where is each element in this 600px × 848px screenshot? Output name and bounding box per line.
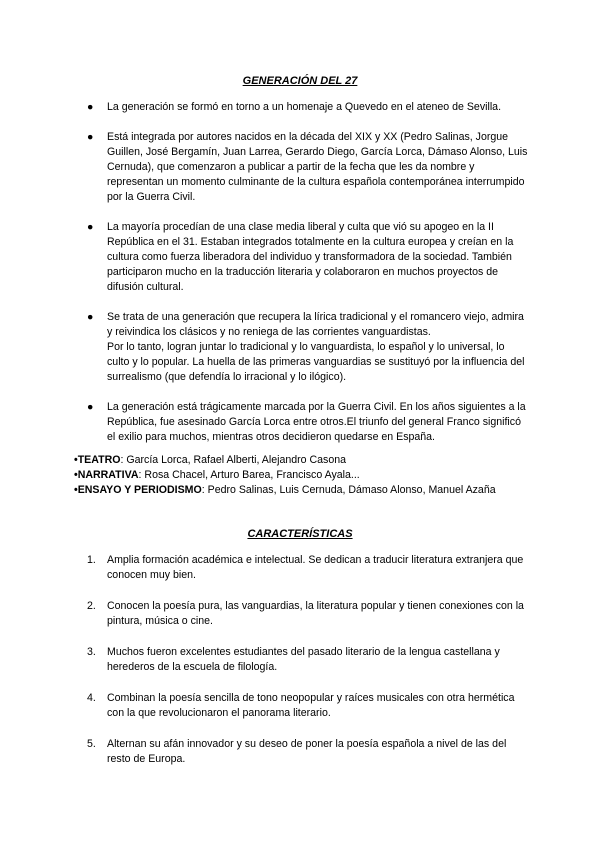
bullet-item <box>87 310 529 385</box>
bullet-text: La mayoría procedían de una clase media liberal y culta que vió su apogeo en la II República en el 31. Estaban integrados totalmente en la cultura europea y creían en la cultura como fuerza liberadora del individuo y transformadora de la sociedad. También participaron mucho en la traducción literaria y colaboraron en muchos proyectos de difusión cultural. <box>107 221 514 293</box>
item-number: 1. <box>87 554 96 566</box>
item-number: 5. <box>87 738 96 750</box>
item-number: 3. <box>87 646 96 658</box>
list-item <box>87 737 529 767</box>
item-number: 4. <box>87 692 96 704</box>
genre-authors: : Pedro Salinas, Luis Cernuda, Dámaso Alonso, Manuel Azaña <box>201 484 496 496</box>
bullet-text-continued: Por lo tanto, logran juntar lo tradicional y lo vanguardista, lo español y lo universal, lo culto y lo popular. La huella de las primeras vanguardias se sustituyó por la influencia del surrealismo (que defendía lo irracional y lo ilógico). <box>107 341 525 383</box>
bullet-icon: ● <box>87 311 94 323</box>
bullet-item <box>87 130 529 205</box>
section-title-caracteristicas: CARACTERÍSTICAS <box>247 528 353 540</box>
item-text: Conocen la poesía pura, las vanguardias, la literatura popular y tienen conexiones con la pintura, música o cine. <box>107 600 524 627</box>
bullet-item <box>87 400 529 445</box>
bullet-icon: ● <box>87 221 94 233</box>
genre-authors: : Rosa Chacel, Arturo Barea, Francisco Ayala... <box>138 469 360 481</box>
bullet-text: Se trata de una generación que recupera la lírica tradicional y el romancero viejo, admira y reivindica los clásicos y no reniega de las corrientes vanguardistas. <box>107 311 524 338</box>
numbered-list <box>87 553 529 783</box>
bullet-text: La generación está trágicamente marcada por la Guerra Civil. En los años siguientes a la República, fue asesinado García Lorca entre otros.El triunfo del general Franco significó el exilio para muchos, mientras otros decidieron quedarse en España. <box>107 401 526 443</box>
bullet-item <box>87 220 529 295</box>
genre-label: •TEATRO <box>74 454 121 466</box>
genre-line-teatro <box>74 453 554 468</box>
bullet-icon: ● <box>87 131 94 143</box>
item-number: 2. <box>87 600 96 612</box>
genre-label: •ENSAYO Y PERIODISMO <box>74 484 202 496</box>
bullet-icon: ● <box>87 401 94 413</box>
bullet-text: La generación se formó en torno a un homenaje a Quevedo en el ateneo de Sevilla. <box>107 101 502 113</box>
item-text: Combinan la poesía sencilla de tono neopopular y raíces musicales con otra hermética con la que revolucionaron el panorama literario. <box>107 692 515 719</box>
genre-label: •NARRATIVA <box>74 469 139 481</box>
list-item <box>87 553 529 583</box>
section-title-generacion: GENERACIÓN DEL 27 <box>242 75 358 87</box>
bullet-icon: ● <box>87 101 94 113</box>
item-text: Amplia formación académica e intelectual. Se dedican a traducir literatura extranjera que conocen muy bien. <box>107 554 524 581</box>
genre-authors: : García Lorca, Rafael Alberti, Alejandro Casona <box>120 454 347 466</box>
genre-line-narrativa <box>74 468 554 483</box>
bullet-text: Está integrada por autores nacidos en la década del XIX y XX (Pedro Salinas, Jorgue Guillen, José Bergamín, Juan Larrea, Gerardo Diego, García Lorca, Dámaso Alonso, Luis Cernuda), que comenzaron a publicar a partir de la fecha que les da nombre y representan un momento culminante de la cultura española contemporánea interrumpido por la Guerra Civil. <box>107 131 528 203</box>
list-item <box>87 599 529 629</box>
item-text: Alternan su afán innovador y su deseo de poner la poesía española a nivel de las del resto de Europa. <box>107 738 507 765</box>
genre-line-ensayo <box>74 483 554 498</box>
genre-list <box>74 453 554 498</box>
list-item <box>87 691 529 721</box>
bullet-list <box>87 100 529 460</box>
list-item <box>87 645 529 675</box>
bullet-item <box>87 100 529 115</box>
item-text: Muchos fueron excelentes estudiantes del pasado literario de la lengua castellana y herederos de la escuela de filología. <box>107 646 500 673</box>
